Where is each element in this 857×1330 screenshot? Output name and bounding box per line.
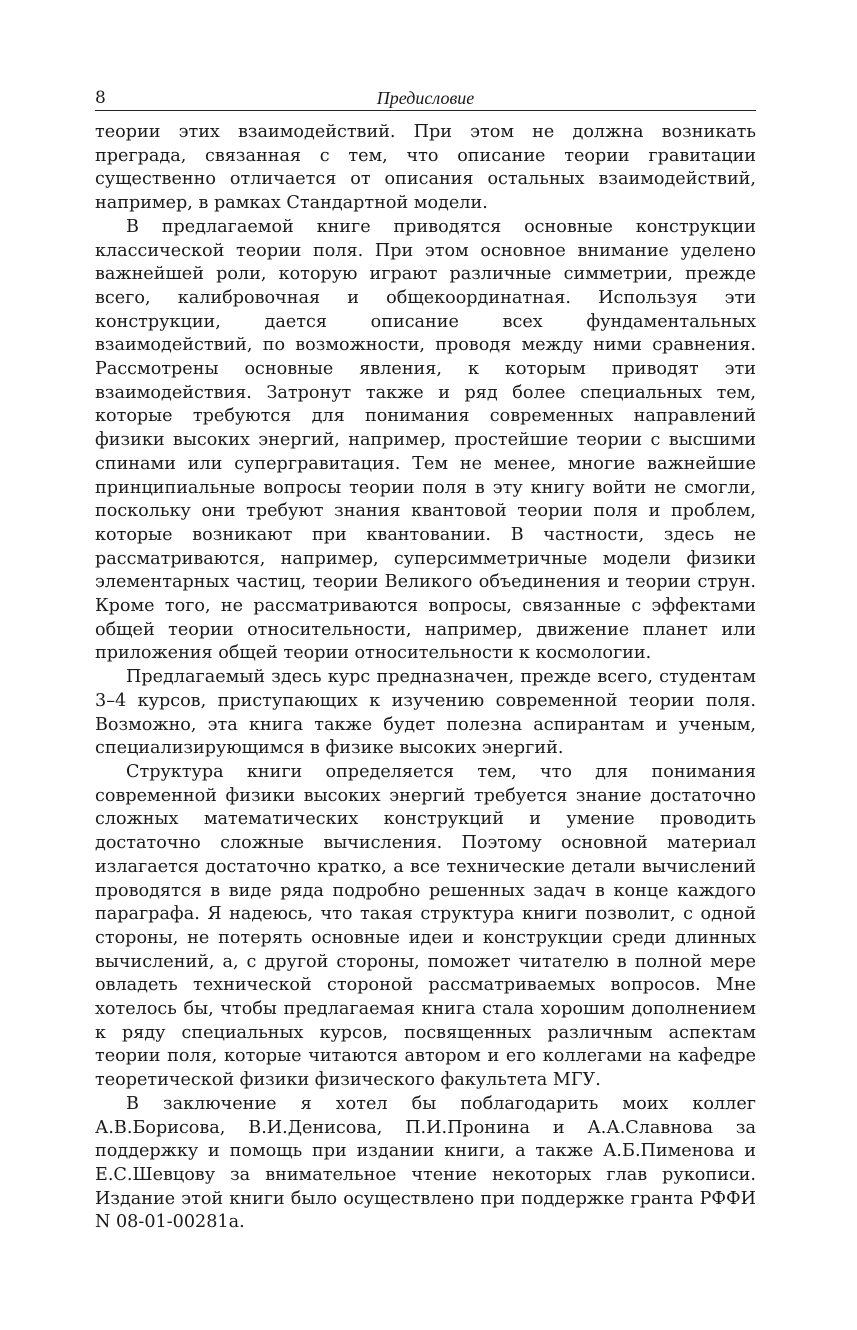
paragraph-book-contents: В предлагаемой книге приводятся основные конструкции классической теории поля. При этом основное внимание уделено важнейшей роли, которую играют различные симметрии, прежде всего, калибровочная и общекоординатная. Используя эти конструкции, дается описание всех фундаментальных взаимодействий, по возможности, проводя между ними сравнения. Рассмотрены основные явления, к которым приводят эти взаимодействия. Затронут также и ряд более специальных тем, которые требуются для понимания современных направлений физики высоких энергий, например, простейшие теории с высшими спинами или супергравитация. Тем не менее, многие важнейшие принципиальные вопросы теории поля в эту книгу войти не смогли, поскольку они требуют знания квантовой теории поля и проблем, которые возникают при квантовании. В частности, здесь не рассматриваются, например, суперсимметричные модели физики элементарных частиц, теории Великого объединения и теории струн. Кроме того, не рассматриваются вопросы, связанные с эффектами общей теории относительности, например, движение планет или приложения общей теории относительности к космологии. xyxy=(95,216,756,664)
paragraph-continuation: теории этих взаимодействий. При этом не должна возникать преграда, связанная с тем, что описание теории гравитации существенно отличается от описания остальных взаимодействий, например, в рамках Стандартной модели. xyxy=(95,122,756,214)
paragraph-acknowledgements: В заключение я хотел бы поблагодарить моих коллег А.В.Борисова, В.И.Денисова, П.И.Пронина и А.А.Славнова за поддержку и помощь при издании книги, а также А.Б.Пименова и Е.С.Шевцову за внимательное чтение некоторых глав рукописи. Издание этой книги было осуществлено при поддержке гранта РФФИ N 08-01-00281а. xyxy=(95,1093,756,1233)
paragraph-structure: Структура книги определяется тем, что для понимания современной физики высоких энергий требуется знание достаточно сложных математических конструкций и умение проводить достаточно сложные вычисления. Поэтому основной материал излагается достаточно кратко, а все технические детали вычислений проводятся в виде ряда подробно решенных задач в конце каждого параграфа. Я надеюсь, что такая структура книги позволит, с одной стороны, не потерять основные идеи и конструкции среди длинных вычислений, а, с другой стороны, поможет читателю в полной мере овладеть технической стороной рассматриваемых вопросов. Мне хотелось бы, чтобы предлагаемая книга стала хорошим дополнением к ряду специальных курсов, посвященных различным аспектам теории поля, которые читаются автором и его коллегами на кафедре теоретической физики физического факультета МГУ. xyxy=(95,761,756,1091)
running-head xyxy=(95,86,756,111)
book-page xyxy=(95,86,756,1235)
body-text xyxy=(95,121,756,1235)
section-title: Предисловие xyxy=(376,88,475,108)
page-number: 8 xyxy=(95,88,106,108)
paragraph-audience: Предлагаемый здесь курс предназначен, прежде всего, студентам 3–4 курсов, приступающих к изучению современной теории поля. Возможно, эта книга также будет полезна аспирантам и ученым, специализирующимся в физике высоких энергий. xyxy=(95,667,756,759)
